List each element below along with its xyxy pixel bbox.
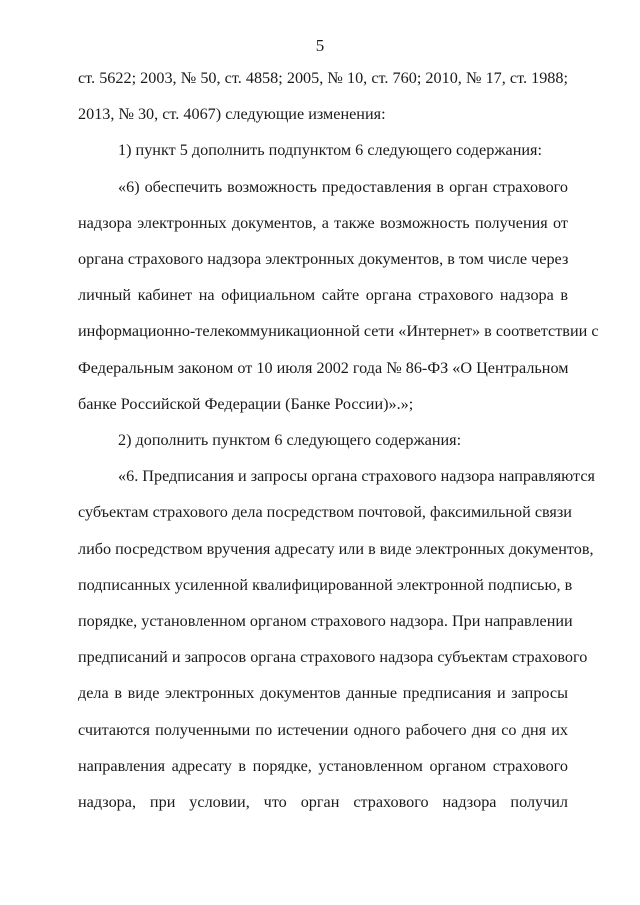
text-line: 1) пункт 5 дополнить подпунктом 6 следующего содержания:: [118, 141, 542, 160]
text-line: банке Российской Федерации (Банке России)».»;: [78, 394, 414, 413]
text-line: ст. 5622; 2003, № 50, ст. 4858; 2005, № 10, ст. 760; 2010, № 17, ст. 1988;: [78, 69, 568, 87]
text-line: «6) обеспечить возможность предоставления в орган страхового: [118, 177, 568, 196]
text-line: надзора электронных документов, а также возможность получения от: [78, 213, 568, 232]
text-line: считаются полученными по истечении одного рабочего дня со дня их: [78, 720, 568, 739]
text-line: дела в виде электронных документов данные предписания и запросы: [78, 684, 568, 703]
page-number: 5: [315, 36, 325, 55]
text-line: надзора, при условии, что орган страхового надзора получил: [78, 793, 568, 811]
text-line: личный кабинет на официальном сайте органа страхового надзора в: [78, 286, 568, 305]
text-line: 2) дополнить пунктом 6 следующего содержания:: [118, 431, 462, 449]
text-line: порядке, установленном органом страхового надзора. При направлении: [78, 612, 573, 630]
text-line: направления адресату в порядке, установленном органом страхового: [78, 756, 568, 775]
text-line: информационно-телекоммуникационной сети «Интернет» в соответствии с: [78, 322, 599, 341]
text-line: Федеральным законом от 10 июля 2002 года № 86-ФЗ «О Центральном: [78, 358, 569, 377]
text-line: предписаний и запросов органа страхового надзора субъектам страхового: [78, 648, 588, 667]
text-line: 2013, № 30, ст. 4067) следующие изменения:: [78, 105, 386, 124]
text-line: «6. Предписания и запросы органа страхового надзора направляются: [118, 467, 595, 486]
text-line: субъектам страхового дела посредством почтовой, факсимильной связи: [78, 503, 572, 522]
text-line: подписанных усиленной квалифицированной электронной подписью, в: [78, 575, 573, 594]
text-line: органа страхового надзора электронных документов, в том числе через: [78, 250, 569, 268]
text-line: либо посредством вручения адресату или в виде электронных документов,: [78, 539, 594, 558]
